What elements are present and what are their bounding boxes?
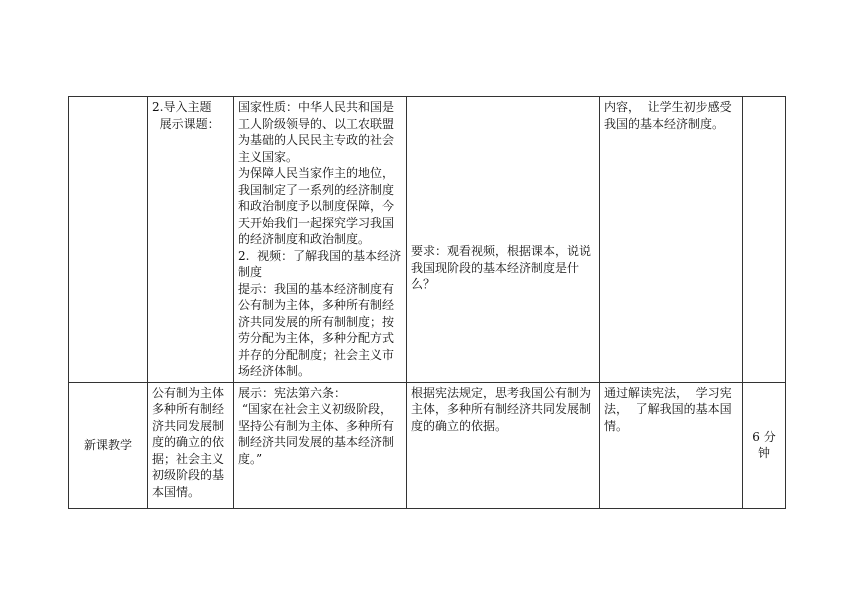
table-row xyxy=(69,97,786,383)
student-activity-cell: 根据宪法规定，思考我国公有制为主体，多种所有制经济共同发展制度的确立的依据。 xyxy=(407,382,600,508)
teacher-paragraph: 提示：我国的基本经济制度有公有制为主体，多种所有制经济共同发展的所有制制度；按劳分配为主体，多种分配方式并存的分配制度；社会主义市场经济体制。 xyxy=(238,281,395,378)
teacher-paragraph: 展示：宪法第六条： xyxy=(238,385,347,400)
teacher-paragraph: 2. 视频：了解我国的基本经济制度 xyxy=(238,248,402,279)
lesson-plan-table xyxy=(68,96,786,509)
stage-cell: 新课教学 xyxy=(69,382,148,508)
teacher-paragraph: “国家在社会主义初级阶段，坚持公有制为主体、多种所有制经济共同发展的基本经济制度。” xyxy=(238,402,395,466)
teacher-paragraph: 为保障人民当家作主的地位，我国制定了一系列的经济制度和政治制度予以制度保障，今天开始我们一起探究学习我国的经济制度和政治制度。 xyxy=(238,166,395,246)
design-intent-cell: 通过解读宪法， 学习宪法， 了解我国的基本国情。 xyxy=(600,382,743,508)
design-intent-cell: 内容， 让学生初步感受我国的基本经济制度。 xyxy=(600,97,743,383)
teacher-activity-cell xyxy=(234,97,407,383)
table-row xyxy=(69,382,786,508)
student-activity-cell: 要求：观看视频，根据课本，说说我国现阶段的基本经济制度是什么？ xyxy=(407,97,600,383)
stage-cell xyxy=(69,97,148,383)
topic-cell: 2.导入主题 展示课题： xyxy=(148,97,234,383)
time-cell xyxy=(743,97,786,383)
teacher-activity-cell xyxy=(234,382,407,508)
teacher-paragraph: 国家性质：中华人民共和国是工人阶级领导的、以工农联盟为基础的人民民主专政的社会主义国家。 xyxy=(238,100,395,164)
time-cell: 6 分钟 xyxy=(743,382,786,508)
topic-cell: 公有制为主体多种所有制经济共同发展制度的确立的依据；社会主义初级阶段的基本国情。 xyxy=(148,382,234,508)
